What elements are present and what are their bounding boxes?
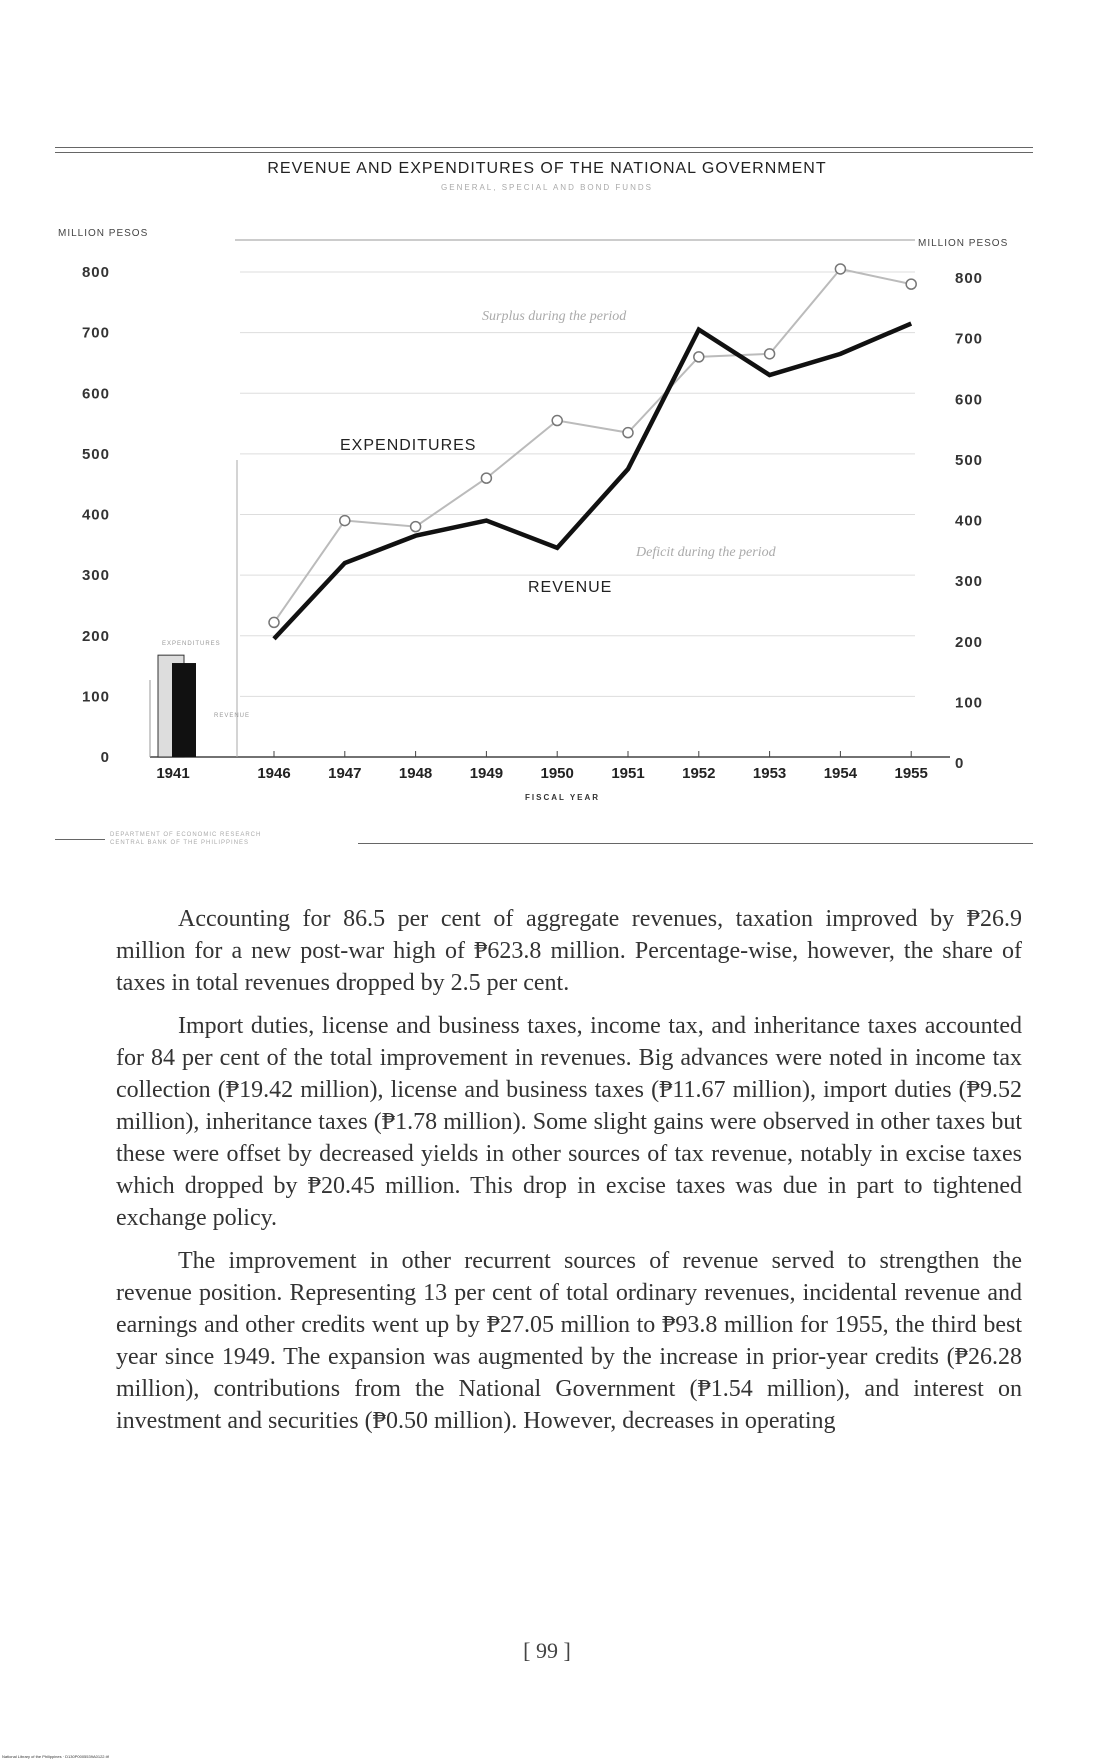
y-axis-label-right: MILLION PESOS	[918, 238, 1009, 249]
inset-revenue-label: REVENUE	[214, 713, 251, 719]
y-tick-label-left: 100	[81, 688, 110, 706]
y-tick-label-left: 400	[81, 506, 110, 524]
point-expenditures	[906, 279, 916, 289]
bottom-rule-right	[358, 843, 1033, 844]
annotation-surplus: Surplus during the period	[482, 309, 627, 324]
inset-1941	[156, 641, 250, 782]
y-axis-label-left: MILLION PESOS	[58, 228, 149, 239]
source-line-2: CENTRAL BANK OF THE PHILIPPINES	[110, 840, 250, 846]
inset-expenditures-label: EXPENDITURES	[162, 641, 221, 647]
x-tick-label: 1948	[398, 765, 433, 782]
x-tick-label: 1947	[328, 765, 362, 782]
y-tick-label-right: 700	[955, 330, 984, 348]
x-tick-label: 1952	[682, 765, 716, 782]
y-tick-label-right: 200	[955, 633, 984, 651]
footer-note: National Library of the Philippines · D130P0005539A0122.tif	[2, 1754, 109, 1759]
y-tick-label-left: 500	[81, 445, 110, 463]
y-tick-label-right: 400	[955, 512, 984, 530]
x-axis-label: FISCAL YEAR	[525, 793, 601, 800]
y-tick-label-left: 600	[81, 385, 110, 403]
x-tick-label: 1955	[894, 765, 928, 782]
point-expenditures	[694, 352, 704, 362]
body-text	[116, 903, 1022, 1448]
x-tick-label: 1950	[540, 765, 574, 782]
y-tick-label-right: 800	[955, 270, 984, 287]
chart-source	[110, 831, 261, 847]
x-tick-label: 1949	[469, 765, 504, 782]
chart-subtitle: GENERAL, SPECIAL AND BOND FUNDS	[441, 183, 653, 192]
bar-1941-revenue	[172, 663, 196, 757]
x-tick-label: 1953	[752, 765, 787, 782]
point-expenditures	[481, 473, 491, 483]
y-tick-label-left: 800	[81, 264, 110, 281]
x-tick-label-1941: 1941	[156, 765, 190, 782]
top-rule	[55, 147, 1033, 148]
chart-title: REVENUE AND EXPENDITURES OF THE NATIONAL GOVERNMENT	[267, 160, 827, 177]
y-tick-label-right: 100	[955, 694, 984, 712]
point-expenditures	[340, 516, 350, 526]
x-ticks	[257, 751, 928, 782]
top-rule-2	[55, 152, 1033, 153]
paragraph: The improvement in other recurrent sources of revenue served to strengthen the revenue position. Representing 13 per cent of total ordinary revenues, incidental revenue and earnings and other credits went up by ₱27.05 million to ₱93.8 million for 1955, the third best year since 1949. The expansion was augmented by the increase in prior-year credits (₱26.28 million), contributions from the National Government (₱1.54 million), and interest on investment and securities (₱0.50 million). However, decreases in operating	[116, 1248, 1022, 1434]
x-tick-label: 1946	[257, 765, 291, 782]
y-tick-label-right: 0	[955, 755, 965, 772]
y-ticks	[82, 264, 983, 772]
y-tick-label-right: 500	[955, 451, 984, 469]
y-tick-label-left: 700	[81, 324, 110, 342]
point-expenditures	[623, 428, 633, 438]
point-expenditures	[835, 264, 845, 274]
chart	[0, 200, 1094, 800]
y-tick-label-right: 600	[955, 391, 984, 409]
series-label-revenue: REVENUE	[528, 579, 613, 596]
point-expenditures	[269, 617, 279, 627]
paragraph: Import duties, license and business taxes, income tax, and inheritance taxes accounted for 84 per cent of the total improvement in revenues. Big advances were noted in income tax collection (₱19.42 million), license and business taxes (₱11.67 million), import duties (₱9.52 million), inheritance taxes (₱1.78 million). Some slight gains were observed in other taxes but these were offset by decreased yields in other sources of tax revenue, notably in excise taxes which dropped by ₱20.45 million. This drop in excise taxes was due in part to tightened exchange policy.	[116, 1013, 1022, 1231]
point-expenditures	[411, 522, 421, 532]
y-tick-label-right: 300	[955, 573, 984, 591]
point-expenditures	[552, 416, 562, 426]
paragraph: Accounting for 86.5 per cent of aggregate revenues, taxation improved by ₱26.9 million for a new post-war high of ₱623.8 million. Percentage-wise, however, the share of taxes in total revenues dropped by 2.5 per cent.	[116, 906, 1022, 996]
point-expenditures	[765, 349, 775, 359]
series-label-expenditures: EXPENDITURES	[340, 437, 477, 454]
source-line-1: DEPARTMENT OF ECONOMIC RESEARCH	[110, 832, 262, 838]
bottom-rule-left	[55, 839, 105, 840]
y-tick-label-left: 200	[81, 627, 110, 645]
x-tick-label: 1951	[611, 765, 645, 782]
x-tick-label: 1954	[823, 765, 858, 782]
y-tick-label-left: 0	[100, 749, 110, 766]
annotation-deficit: Deficit during the period	[636, 545, 776, 560]
page-number: [ 99 ]	[523, 1638, 571, 1663]
y-tick-label-left: 300	[81, 567, 110, 585]
